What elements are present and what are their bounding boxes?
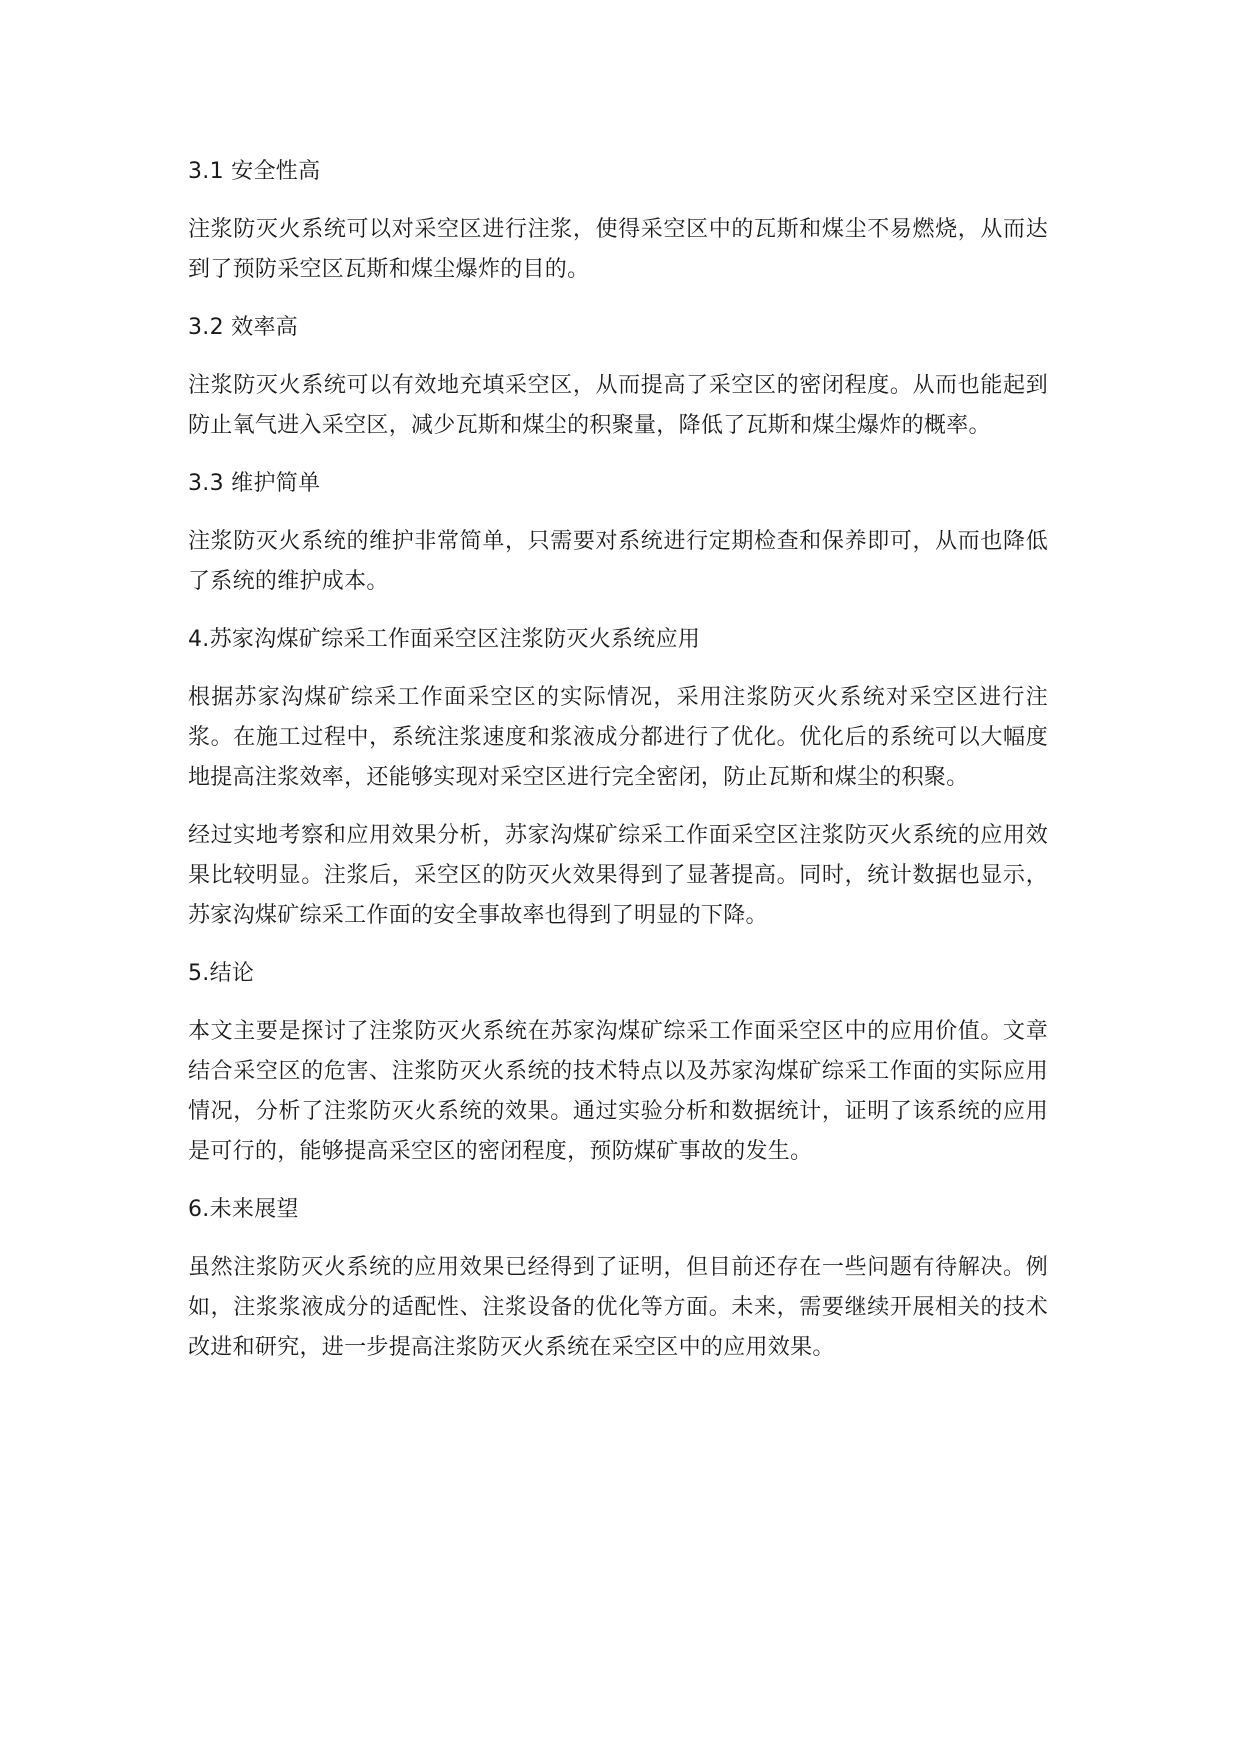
section-heading-3-3: 3.3 维护简单 bbox=[188, 471, 321, 496]
paragraph: 本文主要是探讨了注浆防灭火系统在苏家沟煤矿综采工作面采空区中的应用价值。文章结合采空区的危害、注浆防灭火系统的技术特点以及苏家沟煤矿综采工作面的实际应用情况，分析了注浆防灭火系统的效果。通过实验分析和数据统计，证明了该系统的应用是可行的，能够提高采空区的密闭程度，预防煤矿事故的发生。 bbox=[188, 1019, 1048, 1164]
section-heading-6: 6.未来展望 bbox=[188, 1197, 299, 1222]
section-heading-4: 4.苏家沟煤矿综采工作面采空区注浆防灭火系统应用 bbox=[188, 627, 701, 652]
paragraph: 注浆防灭火系统的维护非常简单，只需要对系统进行定期检查和保养即可，从而也降低了系统的维护成本。 bbox=[188, 529, 1048, 594]
paragraph: 经过实地考察和应用效果分析，苏家沟煤矿综采工作面采空区注浆防灭火系统的应用效果比较明显。注浆后，采空区的防灭火效果得到了显著提高。同时，统计数据也显示，苏家沟煤矿综采工作面的安全事故率也得到了明显的下降。 bbox=[188, 823, 1048, 928]
section-heading-5: 5.结论 bbox=[188, 961, 255, 986]
paragraph: 注浆防灭火系统可以对采空区进行注浆，使得采空区中的瓦斯和煤尘不易燃烧，从而达到了预防采空区瓦斯和煤尘爆炸的目的。 bbox=[188, 217, 1048, 282]
section-heading-3-2: 3.2 效率高 bbox=[188, 315, 299, 340]
paragraph: 根据苏家沟煤矿综采工作面采空区的实际情况，采用注浆防灭火系统对采空区进行注浆。在施工过程中，系统注浆速度和浆液成分都进行了优化。优化后的系统可以大幅度地提高注浆效率，还能够实现对采空区进行完全密闭，防止瓦斯和煤尘的积聚。 bbox=[188, 685, 1048, 790]
section-heading-3-1: 3.1 安全性高 bbox=[188, 159, 321, 184]
paragraph: 虽然注浆防灭火系统的应用效果已经得到了证明，但目前还存在一些问题有待解决。例如，注浆浆液成分的适配性、注浆设备的优化等方面。未来，需要继续开展相关的技术改进和研究，进一步提高注浆防灭火系统在采空区中的应用效果。 bbox=[188, 1255, 1048, 1360]
paragraph: 注浆防灭火系统可以有效地充填采空区，从而提高了采空区的密闭程度。从而也能起到防止氧气进入采空区，减少瓦斯和煤尘的积聚量，降低了瓦斯和煤尘爆炸的概率。 bbox=[188, 373, 1048, 438]
document-body bbox=[188, 152, 1048, 1386]
